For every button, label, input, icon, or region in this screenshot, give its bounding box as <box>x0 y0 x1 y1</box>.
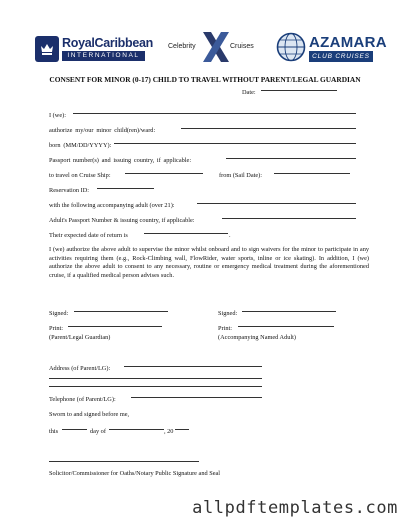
birthdate-field[interactable] <box>114 143 356 144</box>
azamara-name: AZAMARA <box>309 34 387 51</box>
adult-passport-field[interactable] <box>222 218 356 219</box>
notary-signature-field[interactable] <box>49 461 199 462</box>
return-date-period: . <box>229 232 231 239</box>
parent-role-caption: (Parent/Legal Guardian) <box>49 334 111 341</box>
reservation-label: Reservation ID: <box>49 187 90 194</box>
notary-caption: Solicitor/Commissioner for Oaths/Notary Public Signature and Seal <box>49 470 221 477</box>
adult-role-caption: (Accompanying Named Adult) <box>218 334 296 341</box>
sail-date-label: from (Sail Date): <box>219 172 263 179</box>
royal-caribbean-name: RoyalCaribbean <box>62 36 153 50</box>
royal-caribbean-logo <box>35 36 153 62</box>
celebrity-cruises-logo <box>168 30 258 66</box>
print-right-label: Print: <box>218 325 232 332</box>
accompanying-adult-label: with the following accompanying adult (over 21): <box>49 202 175 209</box>
date-field[interactable] <box>261 90 337 91</box>
telephone-field[interactable] <box>131 397 262 398</box>
parent-signature-field[interactable] <box>74 311 168 312</box>
address-label: Address (of Parent/LG): <box>49 365 111 372</box>
address-field-line-2[interactable] <box>49 378 262 379</box>
print-left-label: Print: <box>49 325 63 332</box>
cruise-ship-field[interactable] <box>125 173 203 174</box>
celebrity-word: Celebrity <box>168 43 196 50</box>
day-field[interactable] <box>62 429 87 430</box>
parent-print-field[interactable] <box>68 326 162 327</box>
cruises-word: Cruises <box>230 43 254 50</box>
born-label: born (MM/DD/YYYY): <box>49 142 112 149</box>
sworn-label: Sworn to and signed before me, <box>49 411 130 418</box>
i-we-label: I (we): <box>49 112 66 119</box>
month-field[interactable] <box>109 429 164 430</box>
header-logos <box>0 28 410 70</box>
globe-icon <box>276 32 306 62</box>
azamara-subtitle: CLUB CRUISES <box>309 51 373 62</box>
date-label: Date: <box>242 89 256 96</box>
authorization-paragraph: I (we) authorize the above adult to supervise the minor whilst onboard and to sign waivers for the minor to participate in any activities requiring them (e.g., Rock-Climbing wall, FlowRider, water sports, inline or ice skating). In addition, I (we) authorize the above adult to consent to any necessary, routine or emergency medical treatment during the aforementioned cruise, if a qualified medical person advises such. <box>49 246 369 279</box>
adult-passport-label: Adult's Passport Number & issuing country, if applicable: <box>49 217 195 224</box>
crown-anchor-icon <box>35 36 59 62</box>
sail-date-field[interactable] <box>274 173 350 174</box>
return-date-field[interactable] <box>144 233 228 234</box>
return-date-label: Their expected date of return is <box>49 232 128 239</box>
celebrity-x-icon <box>201 31 231 63</box>
cruise-ship-label: to travel on Cruise Ship: <box>49 172 111 179</box>
this-word: this <box>49 428 59 435</box>
azamara-logo <box>276 30 387 66</box>
accompanying-adult-field[interactable] <box>197 203 356 204</box>
minor-name-field[interactable] <box>181 128 356 129</box>
signed-right-label: Signed: <box>218 310 238 317</box>
reservation-field[interactable] <box>97 188 154 189</box>
telephone-label: Telephone (of Parent/LG): <box>49 396 116 403</box>
address-field-line-3[interactable] <box>49 386 262 387</box>
adult-signature-field[interactable] <box>242 311 336 312</box>
form-title: CONSENT FOR MINOR (0-17) CHILD TO TRAVEL WITHOUT PARENT/LEGAL GUARDIAN <box>49 75 361 84</box>
watermark: allpdftemplates.com <box>192 498 398 518</box>
i-we-field[interactable] <box>73 113 356 114</box>
authorize-label: authorize my/our minor child(ren)/ward: <box>49 127 156 134</box>
year-field[interactable] <box>175 429 189 430</box>
signed-left-label: Signed: <box>49 310 69 317</box>
royal-caribbean-subtitle: INTERNATIONAL <box>62 51 145 61</box>
passport-label: Passport number(s) and issuing country, if applicable: <box>49 157 192 164</box>
year-prefix: , 20 <box>164 428 174 435</box>
passport-field[interactable] <box>226 158 356 159</box>
adult-print-field[interactable] <box>238 326 334 327</box>
address-field-line-1[interactable] <box>124 366 262 367</box>
day-of-word: day of <box>90 428 106 435</box>
